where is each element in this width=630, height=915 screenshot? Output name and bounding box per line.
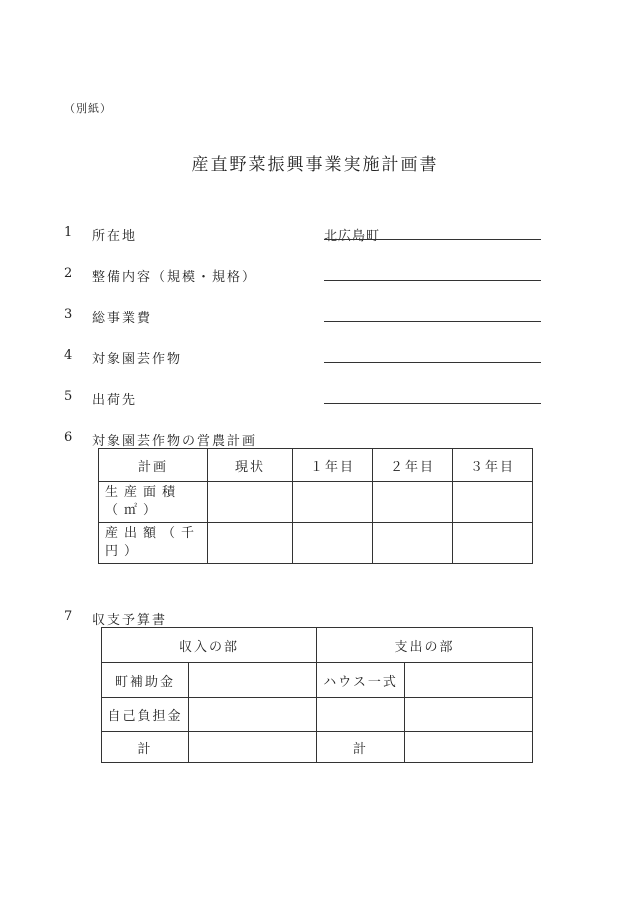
underline-contents bbox=[324, 280, 541, 281]
cell-area-current bbox=[208, 482, 293, 523]
header-plan: 計画 bbox=[99, 449, 208, 482]
income-amount-self-funded bbox=[189, 698, 317, 732]
item-label-crops: 対象園芸作物 bbox=[92, 352, 183, 367]
cell-output-year-1 bbox=[293, 523, 373, 564]
document-title: 産直野菜振興事業実施計画書 bbox=[191, 155, 439, 175]
header-year-1: １年目 bbox=[293, 449, 373, 482]
expense-amount-blank bbox=[405, 698, 533, 732]
income-label-subsidy: 町補助金 bbox=[102, 663, 189, 698]
income-amount-total bbox=[189, 732, 317, 763]
farm-plan-table bbox=[98, 448, 533, 564]
expense-label-house: ハウス一式 bbox=[317, 663, 405, 698]
header-current: 現状 bbox=[208, 449, 293, 482]
section-label-budget: 収支予算書 bbox=[92, 613, 168, 628]
underline-total-cost bbox=[324, 321, 541, 322]
row-label-output: 産出額（千円） bbox=[99, 523, 208, 564]
expense-label-blank bbox=[317, 698, 405, 732]
expense-header: 支出の部 bbox=[317, 628, 533, 663]
item-number: 3 bbox=[64, 307, 73, 322]
item-value-location: 北広島町 bbox=[324, 229, 381, 244]
attachment-note: （別紙） bbox=[64, 102, 112, 115]
income-amount-subsidy bbox=[189, 663, 317, 698]
expense-amount-total bbox=[405, 732, 533, 763]
income-header: 収入の部 bbox=[102, 628, 317, 663]
item-number: 2 bbox=[64, 266, 73, 281]
item-label-contents: 整備内容（規模・規格） bbox=[92, 270, 258, 285]
item-number: 5 bbox=[64, 389, 73, 404]
expense-amount-house bbox=[405, 663, 533, 698]
item-label-location: 所在地 bbox=[92, 229, 138, 244]
cell-output-current bbox=[208, 523, 293, 564]
cell-output-year-2 bbox=[373, 523, 453, 564]
header-year-3: ３年目 bbox=[453, 449, 533, 482]
header-year-2: ２年目 bbox=[373, 449, 453, 482]
budget-table bbox=[101, 627, 533, 763]
section-number: 7 bbox=[64, 609, 73, 624]
underline-destination bbox=[324, 403, 541, 404]
cell-area-year-3 bbox=[453, 482, 533, 523]
section-label-farm-plan: 対象園芸作物の営農計画 bbox=[92, 434, 258, 449]
income-label-total: 計 bbox=[102, 732, 189, 763]
cell-output-year-3 bbox=[453, 523, 533, 564]
expense-label-total: 計 bbox=[317, 732, 405, 763]
item-label-destination: 出荷先 bbox=[92, 393, 138, 408]
item-number: 1 bbox=[64, 225, 73, 240]
cell-area-year-1 bbox=[293, 482, 373, 523]
section-number: 6 bbox=[64, 430, 73, 445]
cell-area-year-2 bbox=[373, 482, 453, 523]
income-label-self-funded: 自己負担金 bbox=[102, 698, 189, 732]
underline-location bbox=[324, 239, 541, 240]
item-label-total-cost: 総事業費 bbox=[92, 311, 153, 326]
underline-crops bbox=[324, 362, 541, 363]
item-number: 4 bbox=[64, 348, 73, 363]
row-label-area: 生産面積（㎡） bbox=[99, 482, 208, 523]
